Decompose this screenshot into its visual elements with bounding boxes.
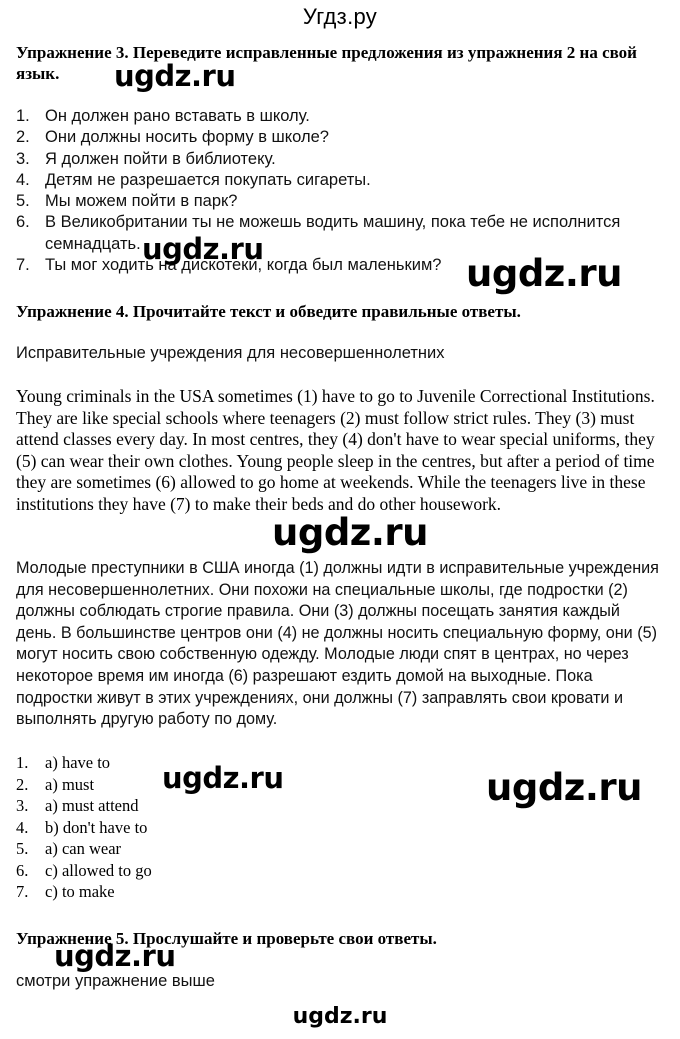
list-item: 2. a) must [16, 774, 95, 794]
exercise-4-title: Упражнение 4. Прочитайте текст и обведите правильные ответы. [16, 302, 521, 321]
list-item: 7. c) to make [16, 882, 115, 901]
footer-watermark: ugdz.ru [292, 1004, 388, 1029]
watermark: ugdz.ru [486, 766, 642, 809]
list-item: 1. a) have to [16, 753, 111, 772]
watermark: ugdz.ru [54, 939, 176, 973]
list-item: 1. Он должен рано вставать в школу. [16, 107, 310, 125]
list-item: 6. c) allowed to go [16, 860, 152, 880]
russian-text: Молодые преступники в США иногда (1) должны идти в исправительные учреждения для несовершеннолетних. Они похожи на специальные школы, где подростки (2) должны соблюдать строгие правила. Они (3) должны посещать занятия каждый день. В большинстве центров они (4) не должны носить специальную форму, они (5) могут носить свою собственную одежду. Молодые люди спят в центрах, но через некоторое время им иногда (6) разрешают ездить домой на выходные. Пока подростки живут в этих учреждениях, они должны (7) заправлять свои кровати и выполнять другую работу по дому. [16, 559, 659, 729]
list-item: 6. В Великобритании ты не можешь водить машину, пока тебе не исполнится семнадцать. [16, 213, 621, 253]
list-item: 5. Мы можем пойти в парк? [16, 192, 238, 211]
watermark: ugdz.ru [466, 252, 622, 295]
exercise-4-subtitle: Исправительные учреждения для несовершеннолетних [16, 344, 445, 362]
site-title: Угдз.ру [302, 4, 378, 29]
watermark: ugdz.ru [142, 232, 264, 266]
list-item: 4. b) don't have to [16, 817, 148, 837]
watermark: ugdz.ru [114, 59, 236, 93]
exercise-3-title: Упражнение 3. Переведите исправленные предложения из упражнения 2 на свой язык. [16, 43, 637, 83]
answers-list [16, 752, 152, 903]
list-item: 5. a) can wear [16, 839, 122, 858]
list-item: 3. Я должен пойти в библиотеку. [16, 149, 276, 168]
exercise-3-list [16, 106, 666, 276]
list-item: 3. a) must attend [16, 796, 139, 815]
english-text: Young criminals in the USA sometimes (1) have to go to Juvenile Correctional Institutions. They are like special schools where teenagers (2) must follow strict rules. They (3) must attend classes every day. In most centres, they (4) don't have to wear special uniforms, they (5) can wear their own clothes. Young people sleep in the centres, but after a period of time they are sometimes (6) allowed to go home at weekends. While the teenagers live in these institutions they have (7) to make their beds and do other housework. [16, 386, 655, 514]
list-item: 7. Ты мог ходить на дискотеки, когда был маленьким? [16, 256, 442, 275]
watermark: ugdz.ru [162, 761, 284, 795]
list-item: 4. Детям не разрешается покупать сигареты. [16, 170, 371, 189]
exercise-5-note: смотри упражнение выше [16, 972, 215, 990]
exercise-5-title: Упражнение 5. Прослушайте и проверьте свои ответы. [16, 929, 437, 948]
list-item: 2. Они должны носить форму в школе? [16, 128, 329, 147]
watermark: ugdz.ru [272, 511, 428, 554]
